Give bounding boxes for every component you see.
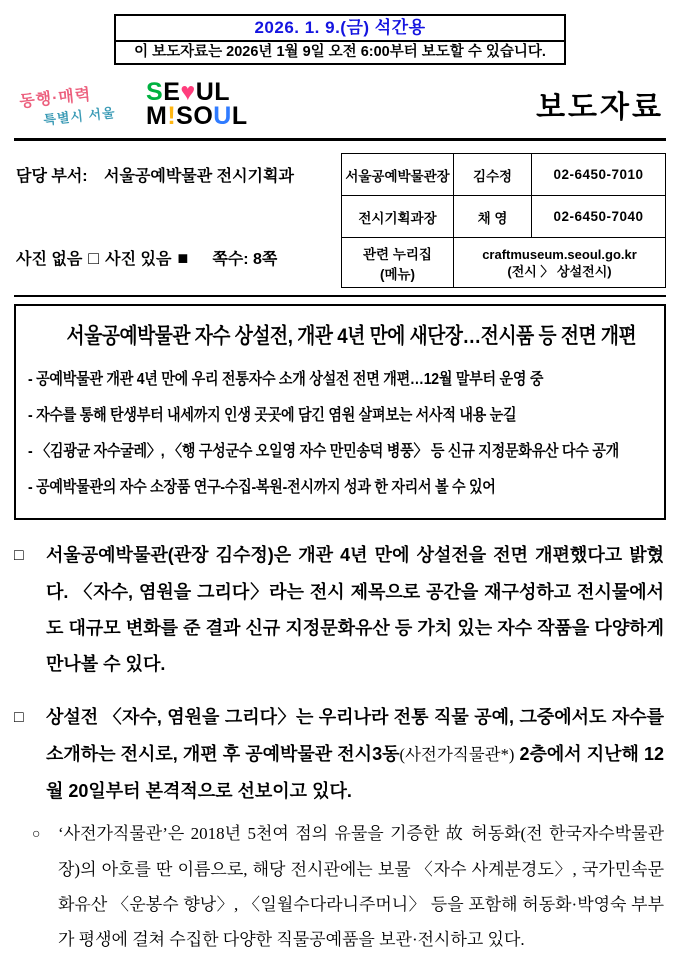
bullet-text: - 자수를 통해 탄생부터 내세까지 인생 곳곳에 담긴 염원 살펴보는 서사적 내용 눈길	[28, 406, 517, 424]
brand-smile-u: U	[213, 102, 232, 130]
seoul-my-soul-logo	[146, 80, 248, 128]
brand-letter-e: E	[163, 78, 181, 106]
divider-thin	[14, 295, 666, 297]
footnote-paragraph	[32, 816, 666, 957]
info-left-column	[14, 153, 341, 287]
contact-table	[341, 153, 666, 288]
department-value: 서울공예박물관 전시기획과	[104, 168, 294, 185]
doc-type-title: 보도자료	[536, 91, 664, 124]
headline	[24, 319, 656, 350]
paragraph-annotation: (사전가직물관*)	[399, 744, 515, 764]
brand-letters-ul: UL	[195, 78, 231, 106]
website-url: craftmuseum.seoul.go.kr	[482, 246, 637, 262]
slogan-line2: 특별시 서울	[42, 104, 117, 128]
list-item	[28, 434, 656, 470]
brand-line-1	[146, 80, 248, 104]
photo-none-label: 사진 없음	[16, 251, 83, 268]
brand-letter-m: M	[146, 102, 168, 130]
circle-bullet-icon: ○	[32, 826, 41, 842]
contact-phone: 02-6450-7040	[532, 196, 666, 238]
website-menu-path: (전시 〉 상설전시)	[507, 263, 612, 279]
embargo-notice-line: 이 보도자료는 2026년 1월 9일 오전 6:00부터 보도할 수 있습니다.	[134, 44, 546, 60]
slogan-line1: 동행·매력	[18, 86, 93, 111]
paragraph-text: 2층에서 지난해 12월 20일부터 본격적으로 선보이고 있다.	[46, 743, 664, 801]
paragraph-text: 상설전 〈자수, 염원을 그리다〉는 우리나라 전통 직물 공예, 그중에서도 자수를 소개하는 전시로, 개편 후 공예박물관 전시3동	[46, 706, 664, 764]
photo-yes-label: 사진 있음	[105, 251, 172, 268]
exclamation-icon: !	[167, 102, 177, 130]
department-label: 담당 부서:	[16, 168, 88, 185]
brand-letters-so: SO	[176, 102, 214, 130]
contact-name: 채 영	[454, 196, 532, 238]
website-value-cell	[454, 238, 666, 288]
brand-letter-l: L	[231, 102, 248, 130]
bullet-text: - 공예박물관의 자수 소장품 연구-수집-복원-전시까지 성과 한 자리서 볼 수 있어	[28, 478, 496, 496]
body-paragraph-2	[14, 699, 666, 809]
photo-line	[16, 246, 333, 269]
contact-name: 김수정	[454, 154, 532, 196]
list-item	[28, 470, 656, 506]
contact-role: 전시기획과장	[342, 196, 454, 238]
heart-icon: ♥	[180, 78, 196, 106]
page-count: 쪽수: 8쪽	[212, 251, 278, 268]
embargo-date-line: 2026. 1. 9.(금) 석간용	[116, 16, 564, 42]
table-row	[342, 154, 666, 196]
footnote-text: ‘사전가직물관’은 2018년 5천여 점의 유물을 기증한 故 허동화(전 한국자수박물관장)의 아호를 딴 이름으로, 해당 전시관에는 보물 〈자수 사계분경도〉, 국가민속문화유산 〈운봉수 향낭〉, 〈일월수다라니주머니〉 등을 포함해 허동화·박영숙 부부가 평생에 걸쳐 수집한 다양한 직물공예품을 보관·전시하고 있다.	[58, 823, 664, 949]
info-section	[14, 153, 666, 287]
list-item	[28, 398, 656, 434]
square-bullet-icon: □	[14, 708, 24, 726]
paragraph-text: 서울공예박물관(관장 김수정)은 개관 4년 만에 상설전을 전면 개편했다고 밝혔다. 〈자수, 염원을 그리다〉라는 전시 제목으로 공간을 재구성하고 전시물에서도 대규모 변화를 준 결과 신규 지정문화유산 등 가치 있는 자수 작품을 다양하게 만나볼 수 있다.	[46, 544, 664, 674]
photo-yes-checkbox-icon: ■	[177, 247, 189, 268]
brand-line-2	[146, 104, 248, 128]
contact-role: 서울공예박물관장	[342, 154, 454, 196]
square-bullet-icon: □	[14, 546, 24, 564]
embargo-box	[114, 14, 566, 65]
website-label-line2: (메뉴)	[379, 266, 416, 282]
headline-text: 서울공예박물관 자수 상설전, 개관 4년 만에 새단장…전시품 등 전면 개편	[66, 323, 637, 348]
department-line	[16, 163, 333, 186]
contact-phone: 02-6450-7010	[532, 154, 666, 196]
seoul-city-slogan-logo	[18, 77, 134, 130]
body-paragraph-1	[14, 537, 666, 682]
bullet-text: - 〈김광균 자수굴레〉, 〈행 구성군수 오일영 자수 만민송덕 병풍〉 등 신규 지정문화유산 다수 공개	[28, 442, 619, 460]
divider-thick	[14, 138, 666, 141]
headline-box	[14, 304, 666, 520]
header-row	[14, 73, 666, 135]
table-row-website	[342, 238, 666, 288]
headline-bullets	[24, 362, 656, 506]
list-item	[28, 362, 656, 398]
table-row	[342, 196, 666, 238]
website-label-cell	[342, 238, 454, 288]
website-label-line1: 관련 누리집	[363, 246, 432, 262]
bullet-text: - 공예박물관 개관 4년 만에 우리 전통자수 소개 상설전 전면 개편…12월 말부터 운영 중	[28, 370, 544, 388]
photo-none-checkbox-icon: □	[88, 247, 100, 268]
brand-letter-s: S	[146, 78, 164, 106]
